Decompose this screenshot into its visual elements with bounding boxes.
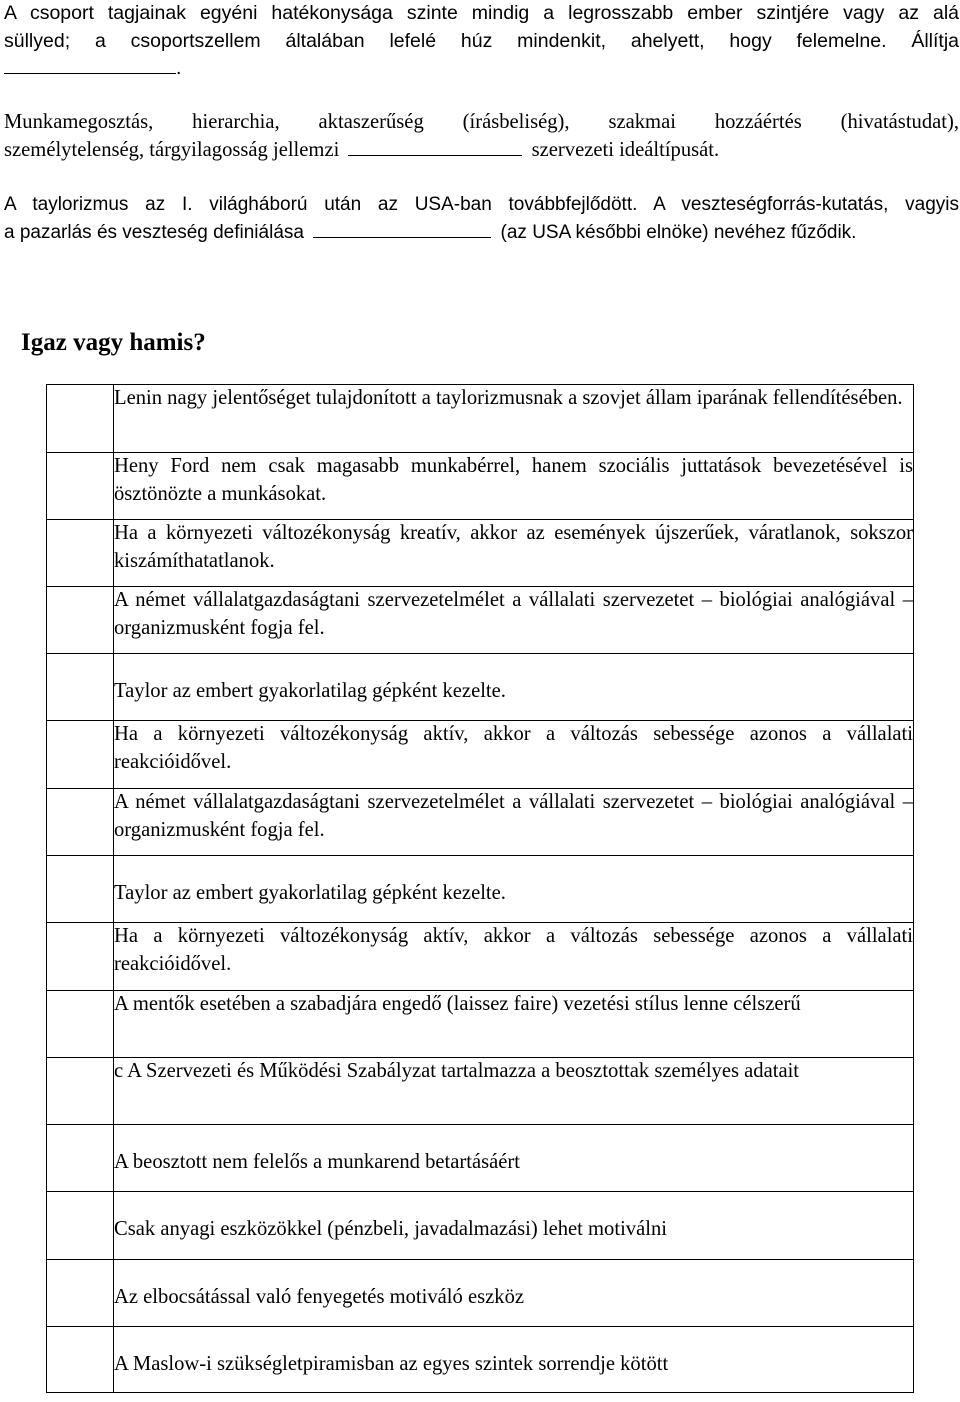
table-row [47, 1327, 914, 1393]
answer-cell[interactable] [47, 1192, 114, 1260]
answer-cell[interactable] [47, 587, 114, 654]
table-row [47, 789, 914, 856]
paragraph-line: . [4, 55, 959, 83]
paragraph-line: A taylorizmus az I. világháború után az USA-ban továbbfejlődött. A veszteségforrás-kutatás, vagyis [4, 194, 959, 215]
paragraph-taylorism [4, 191, 959, 246]
table-row [47, 587, 914, 654]
answer-cell[interactable] [47, 923, 114, 991]
paragraph-line: a pazarlás és veszteség definiálása (az USA későbbi elnöke) nevéhez fűződik. [4, 219, 959, 247]
table-row [47, 991, 914, 1058]
statement-cell: Taylor az embert gyakorlatilag gépként kezelte. [114, 856, 914, 923]
statement-cell: Lenin nagy jelentőséget tulajdonított a taylorizmusnak a szovjet állam iparának fellendítésében. [114, 385, 914, 453]
section-title: Igaz vagy hamis? [21, 329, 206, 356]
statement-cell: Csak anyagi eszközökkel (pénzbeli, javadalmazási) lehet motiválni [114, 1192, 914, 1260]
statement-cell: A német vállalatgazdaságtani szervezetelmélet a vállalati szervezetet – biológiai analógiával – organizmusként fogja fel. [114, 587, 914, 654]
answer-cell[interactable] [47, 1260, 114, 1327]
answer-cell[interactable] [47, 856, 114, 923]
fill-blank[interactable] [313, 219, 491, 238]
answer-cell[interactable] [47, 1125, 114, 1192]
statement-cell: Az elbocsátással való fenyegetés motiváló eszköz [114, 1260, 914, 1327]
fill-blank[interactable] [348, 137, 522, 156]
answer-cell[interactable] [47, 453, 114, 520]
statement-cell: c A Szervezeti és Működési Szabályzat tartalmazza a beosztottak személyes adatait [114, 1058, 914, 1125]
statement-cell: A német vállalatgazdaságtani szervezetelmélet a vállalati szervezetet – biológiai analógiával – organizmusként fogja fel. [114, 789, 914, 856]
paragraph-line: Munkamegosztás, hierarchia, aktaszerűség (írásbeliség), szakmai hozzáértés (hivatástudat), [4, 111, 959, 133]
answer-cell[interactable] [47, 789, 114, 856]
statement-cell: Ha a környezeti változékonyság aktív, akkor a változás sebessége azonos a vállalati reakcióidővel. [114, 923, 914, 991]
table-row [47, 385, 914, 453]
statement-cell: Ha a környezeti változékonyság aktív, akkor a változás sebessége azonos a vállalati reakcióidővel. [114, 721, 914, 789]
table-row [47, 453, 914, 520]
answer-cell[interactable] [47, 654, 114, 721]
answer-cell[interactable] [47, 520, 114, 587]
paragraph-group-effectiveness [4, 0, 959, 83]
table-row [47, 654, 914, 721]
paragraph-bureaucracy [4, 109, 959, 164]
statement-cell: A mentők esetében a szabadjára engedő (laissez faire) vezetési stílus lenne célszerű [114, 991, 914, 1058]
table-row [47, 1058, 914, 1125]
statement-cell: Taylor az embert gyakorlatilag gépként kezelte. [114, 654, 914, 721]
statement-cell: A beosztott nem felelős a munkarend betartásáért [114, 1125, 914, 1192]
answer-cell[interactable] [47, 1327, 114, 1393]
answer-cell[interactable] [47, 385, 114, 453]
answer-cell[interactable] [47, 1058, 114, 1125]
table-row [47, 856, 914, 923]
true-false-table [46, 384, 914, 1393]
statement-cell: Heny Ford nem csak magasabb munkabérrel, hanem szociális juttatások bevezetésével is ösztönözte a munkásokat. [114, 453, 914, 520]
table-row [47, 923, 914, 991]
answer-cell[interactable] [47, 721, 114, 789]
table-row [47, 721, 914, 789]
fill-blank[interactable] [4, 55, 176, 74]
table-row [47, 1192, 914, 1260]
paragraph-line: személytelenség, tárgyilagosság jellemzi szervezeti ideáltípusát. [4, 138, 720, 161]
table-row [47, 1125, 914, 1192]
paragraph-line: A csoport tagjainak egyéni hatékonysága szinte mindig a legrosszabb ember szintjére vagy az alá [4, 2, 959, 24]
paragraph-line: süllyed; a csoportszellem általában lefelé húz mindenkit, ahelyett, hogy felemelne. Állítja [4, 29, 959, 52]
statement-cell: Ha a környezeti változékonyság kreatív, akkor az események újszerűek, váratlanok, sokszor kiszámíthatatlanok. [114, 520, 914, 587]
table-row [47, 1260, 914, 1327]
answer-cell[interactable] [47, 991, 114, 1058]
table-row [47, 520, 914, 587]
statement-cell: A Maslow-i szükségletpiramisban az egyes szintek sorrendje kötött [114, 1327, 914, 1393]
